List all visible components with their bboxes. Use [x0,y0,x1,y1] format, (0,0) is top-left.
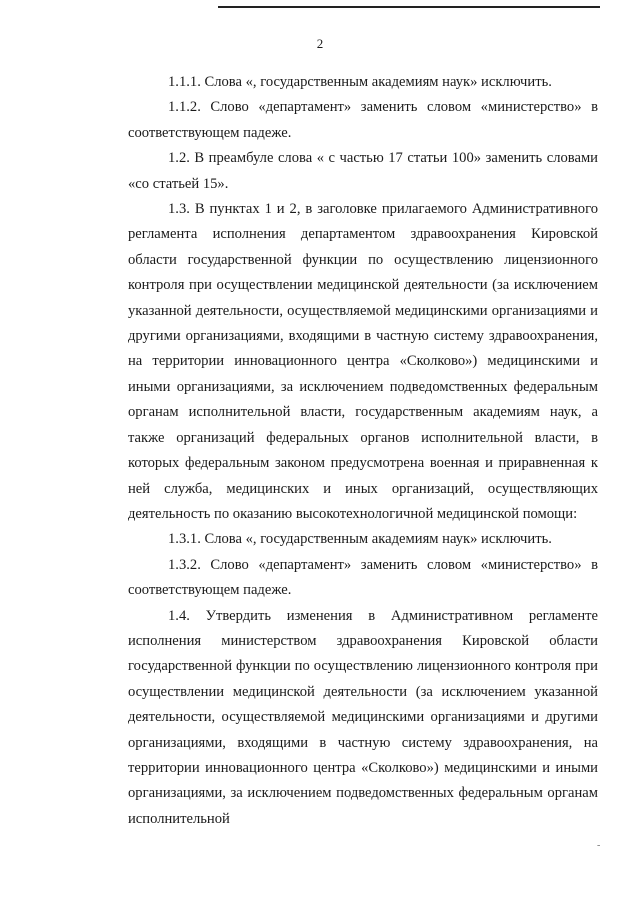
paragraph-1-2: 1.2. В преамбуле слова « с частью 17 статьи 100» заменить словами «со статьей 15». [128,150,598,192]
paragraph-1-4: 1.4. Утвердить изменения в Административном регламенте исполнения министерством здравоохранения Кировской области государственной функции по осуществлению лицензионного контроля при осуществлении медицинской деятельности (за исключением указанной деятельности, осуществляемой медицинскими организациями и другими организациями, входящими в частную систему здравоохранения, на территории инновационного центра «Сколково») медицинскими и иными организациями, за исключением подведомственных федеральным органам исполнительной [128,607,598,827]
paragraph-1-1-1: 1.1.1. Слова «, государственным академиям наук» исключить. [168,74,552,90]
paragraph-1-3-2: 1.3.2. Слово «департамент» заменить словом «министерство» в соответствующем падеже. [128,556,598,599]
corner-mark: - [597,840,601,851]
document-body [128,70,598,832]
page-number: 2 [316,36,324,51]
paragraph-1-3-1: 1.3.1. Слова «, государственным академиям наук» исключить. [168,531,552,548]
paragraph-1-1-2: 1.1.2. Слово «департамент» заменить словом «министерство» в соответствующем падеже. [128,99,598,141]
paragraph-1-3: 1.3. В пунктах 1 и 2, в заголовке прилагаемого Административного регламента исполнения департаментом здравоохранения Кировской области государственной функции по осуществлению лицензионного контроля при осуществлении медицинской деятельности (за исключением указанной деятельности, осуществляемой медицинскими организациями и другими организациями, входящими в частную систему здравоохранения, на территории инновационного центра «Сколково») медицинскими и иными организациями, за исключением подведомственных федеральным органам исполнительной власти, государственным академиям наук, а также организаций федеральных органов исполнительной власти, в которых федеральным законом предусмотрена военная и приравненная к ней служба, медицинских и иных организаций, осуществляющих деятельность по оказанию высокотехнологичной медицинской помощи: [128,201,598,522]
top-rule [218,6,600,8]
